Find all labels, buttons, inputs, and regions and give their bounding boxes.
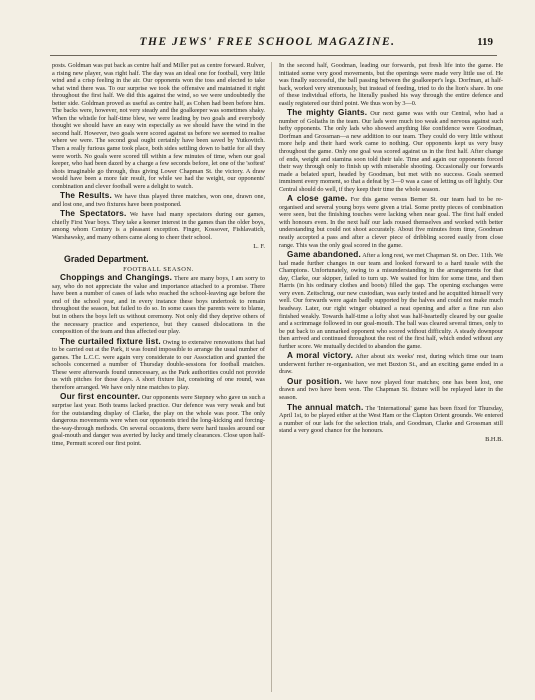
fixture-heading: The curtailed fixture list. — [60, 336, 161, 346]
results-paragraph — [52, 192, 265, 208]
article-continuation: posts. Goldman was put back as centre half and Miller put as centre forward. Rulver, a rising new player, was right half. The day was an ideal one for football, very little wind and a crisp feeling in the air. Our opponents won the toss and elected to take what wind there was. To our surprise we took the offensive and maintained it right throughout the first half. We did this against the wind, so we were undoubtedly the better side. Goldman proved as useful as centre half, as Cohen had been before him. The backs were, however, not very steady and the goalkeeper was sometimes shaky. When the whistle for half-time blew, we were leading by two goals and everybody thought we should have an easy win especially as we should have the wind in the second half. However, two goals were scored against us before we seemed to realise where we were. The second goal ought certainly have been saved by Yutkovitch. Then a really furious game took place, both sides settling down to battle for all they were worth. No goals were scored till within a few minutes of time, when our goal keeper, who had been dazed by a charge a few seconds before, let one of the 'softest' shots imaginable go through, thus giving Lower Chapman St. the victory. A draw would have been a more fair result, for while we had the weight, our opponents' combination and clever football were a delight to watch. — [52, 62, 265, 190]
giants-paragraph — [279, 109, 503, 193]
magazine-title: THE JEWS' FREE SCHOOL MAGAZINE. — [139, 36, 396, 48]
moral-paragraph — [279, 352, 503, 376]
results-heading: The Results. — [60, 191, 112, 201]
running-header — [0, 36, 535, 52]
choppings-heading: Choppings and Changings. — [60, 273, 173, 283]
spectators-heading: The Spectators. — [60, 209, 127, 219]
close-game-heading: A close game. — [287, 194, 348, 204]
spectators-paragraph — [52, 210, 265, 241]
encounter-text: Our opponents were Stepney who gave us such a surprise last year. Both teams lacked practice. Our defence was very weak and but for the outstanding display of Clarke, the play on the whole was poor. The only dangerous movements were when our opponents tried the long-kicking and forcing-the-way-through methods. On several occasions, there were hard tussles around our goal-mouth and danger was averted by lucky and timely clearances. Close upon half-time, Permutt scored our first point. — [52, 394, 265, 447]
fixture-text: Owing to extensive renovations that had to be carried out at the Park, it was found impossible to arrange the usual number of games. The L.C.C. were again very considerate to our Association and granted the schools concerned a number of Thursday double-sessions for football matches. These were afterwards found unnecessary, as the Park authorities could not provide us with pitches for those days. A short fixture list, consisting of one round, was therefore arranged. We have only nine matches to play. — [52, 338, 265, 391]
abandoned-text: After a long rest, we met Chapman St. on Dec. 11th. We had made further changes in our team and looked forward to a hard tussle with the Champions. Unfortunately, owing to a misunderstanding in the arrangements for that day, Clarke, our skipper, failed to turn up. We waited for him for some time, and then Harris (in his ordinary clothes and boots) filled the gap. The opening exchanges were very even. Zeitschrug, our new custodian, was early tested and he acquitted himself very well. Our forwards were again badly supported by the halves and could not make much headway. Later, our right winger obtained a neat opening and after a fine run also finished weakly. Towards half-time a lofty shot was half-heartedly cleared by our goalie and a scrimmage followed in our goal-mouth. The ball was cleared several times, only to be put back to an unmarked opponent who scored without difficulty. A steady downpour then arrived and continued throughout the rest of the first half, which ended without any further score. We mutually decided to abandon the game. — [279, 252, 503, 350]
spectators-text: We have had many spectators during our games, chiefly First Year boys. They take a keener interest in the games than the older boys, among whom Century is a pleasant exception. Finger, Kossover, Fishlavatich, Warshawsky, and many others came along to cheer their school. — [52, 211, 265, 242]
position-paragraph — [279, 378, 503, 402]
right-column — [279, 62, 503, 694]
annual-signature: B.H.B. — [485, 435, 503, 443]
spectators-signature: L. F. — [253, 242, 265, 250]
encounter-paragraph — [52, 393, 265, 447]
encounter-heading: Our first encounter. — [60, 392, 141, 402]
close-game-paragraph — [279, 195, 503, 249]
abandoned-paragraph — [279, 251, 503, 350]
giants-heading: The mighty Giants. — [287, 108, 368, 118]
close-game-text: For this game versus Berner St. our team had to be re-organised and several young boys were given a trial. Some pretty pieces of combination were seen, but the finishing touches were lacking when near goal. The first half ended with honours even. In the next half our lads roused themselves and worked with better understanding but could not shoot accurately. About five minutes from time, Goodman neatly accepted a pass and after a clever piece of dribbling scored easily from close range. This was the only goal scored in the game. — [279, 196, 503, 249]
choppings-paragraph — [52, 274, 265, 335]
abandoned-heading: Game abandoned. — [287, 250, 361, 260]
header-rule — [50, 55, 497, 56]
moral-heading: A moral victory. — [287, 351, 354, 361]
giants-text: Our next game was with our Central, who had a number of Goliaths in the team. Our lads were much too weak and nervous against such hefty opponents. The only lads who showed anything like confidence were Goodman, Dorfman and Grossman—a new addition to our team. They could do very little without more help and their hard work came to nothing. Our opponents kept us very busy throughout the game. Only one goal was scored against us in the first half. After change of ends, weight and stamina soon told their tale. Time and again our opponents forced their way through only to finish up with miserable shooting. Occasionally our forwards made a belated spurt, headed by Goodman, but met with no success. Goals seemed imminent every moment, so that a defeat by 3—0 was a case of letting us off lightly. Our Central should do well, if they keep their time the whole season. — [279, 110, 503, 193]
left-column — [52, 62, 265, 694]
page-number: 119 — [477, 36, 493, 48]
annual-heading: The annual match. — [287, 402, 364, 412]
column-divider — [271, 62, 272, 692]
results-text: We have thus played three matches, won one, drawn one, and lost one, and two fixtures have been postponed. — [52, 193, 265, 208]
football-season-heading: FOOTBALL SEASON. — [123, 265, 194, 273]
second-half-paragraph: In the second half, Goodman, leading our forwards, put fresh life into the game. He initiated some very good movements, but the openings were made very little use of. He was finally successful, the ball passing between the goalkeeper's legs. Dorfman, at half-back, worked very strenuously, but instead of feeding, tried to do the lion's share. In one of these individual efforts, he literally pushed his way through the entire defence and easily registered our third point. We thus won by 3—0. — [279, 62, 503, 107]
department-heading: Graded Department. — [64, 254, 149, 265]
moral-text: After about six weeks' rest, during which time our team underwent further re-organisation, we met Buxton St., and an exciting game ended in a draw. — [279, 353, 503, 376]
position-heading: Our position. — [287, 376, 342, 386]
position-text: We have now played four matches; one has been lost, one drawn and two have been won. The Chapman St. fixture will be replayed later in the season. — [279, 378, 503, 401]
fixture-paragraph — [52, 338, 265, 392]
annual-text: The 'International' game has been fixed for Thursday, April 1st, to be played either at the West Ham or the Clapton Orient grounds. We entered a number of our lads for the selection trials, and Goodman, Clarke and Grossman still stand a very good chance for the honours. — [279, 404, 503, 435]
annual-paragraph — [279, 404, 503, 435]
choppings-text: There are many boys, I am sorry to say, who do not appreciate the value and importance attached to a promise. There have been a number of cases of lads who reached the school-leaving age before the end of the school year, and in every instance these boys undertook to remain throughout the season, but failed to do so. In some cases the parents were to blame, but in others the boys left us without ceremony. Not only did they deprive others of the necessary practice and experience, but they caused dislocations in the composition of the team and thus affected our play. — [52, 275, 265, 336]
